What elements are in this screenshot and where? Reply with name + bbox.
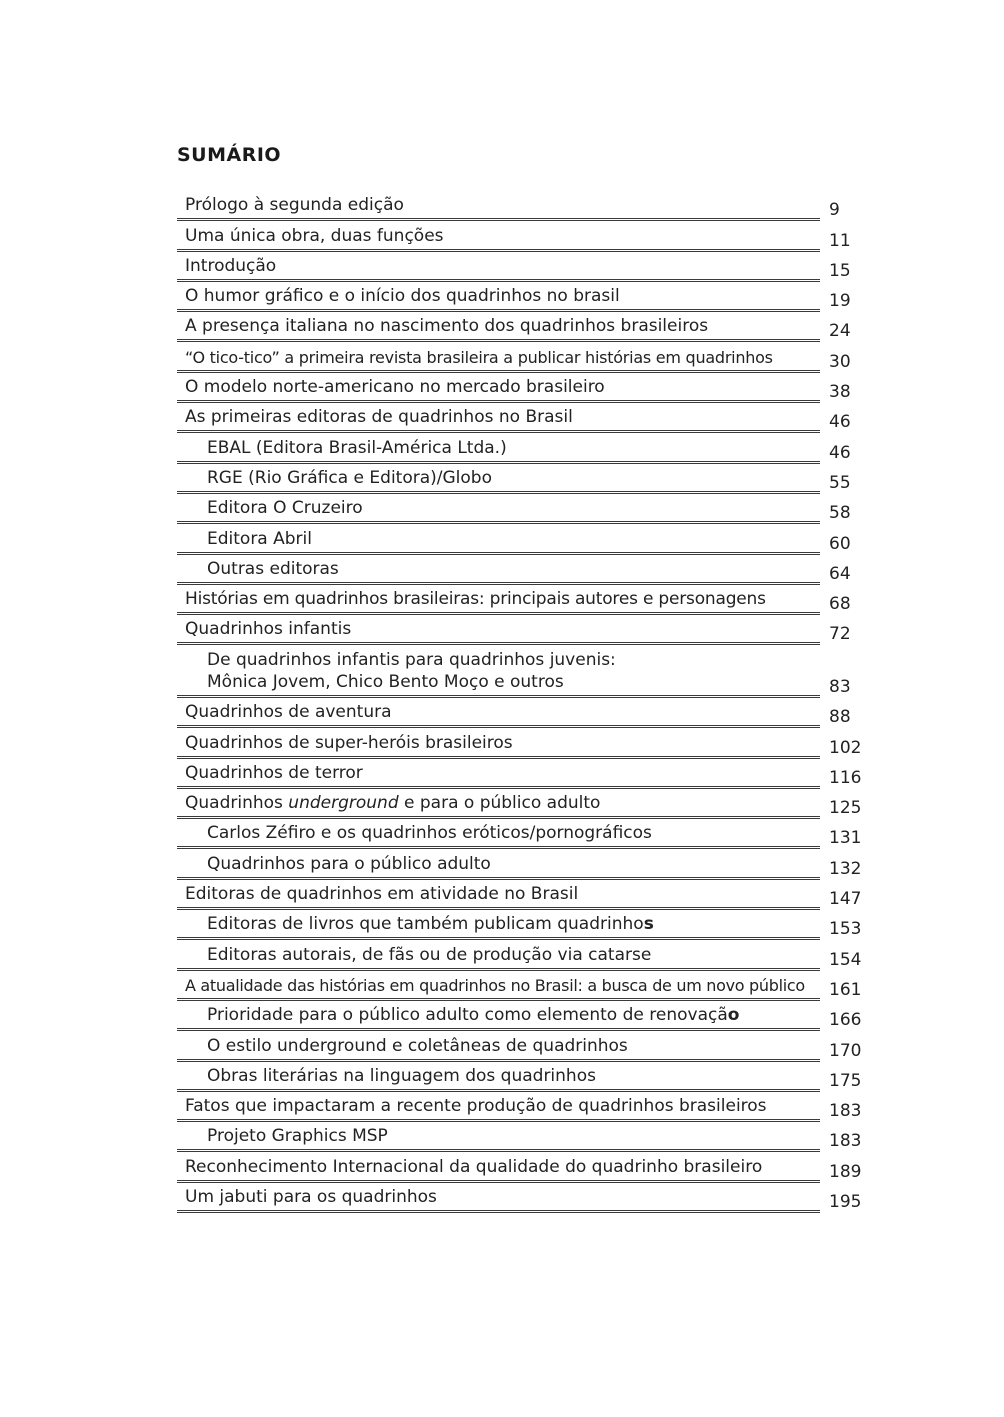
toc-entry-title: Quadrinhos de aventura [177, 702, 820, 728]
toc-page-number: 68 [829, 594, 851, 615]
toc-page-number: 189 [829, 1161, 862, 1182]
toc-entry-title: Editora O Cruzeiro [177, 498, 820, 524]
toc-row[interactable] [177, 403, 867, 433]
toc-entry-title: Um jabuti para os quadrinhos [177, 1187, 820, 1213]
toc-entry-title: Obras literárias na linguagem dos quadrinhos [177, 1066, 820, 1092]
toc-entry-line: Mônica Jovem, Chico Bento Moço e outros [207, 671, 564, 692]
toc-row[interactable] [177, 1092, 867, 1122]
toc-entry-title [177, 1005, 820, 1031]
toc-entry-title: EBAL (Editora Brasil-América Ltda.) [177, 438, 820, 464]
toc-entry-bold-text: s [643, 914, 654, 935]
toc-entry-text: Editoras de livros que também publicam quadrinho [207, 914, 644, 935]
toc-entry-bold-text: o [727, 1005, 740, 1026]
toc-row[interactable] [177, 971, 867, 1001]
toc-subrow[interactable] [177, 1062, 867, 1092]
toc-page-number: 55 [829, 472, 851, 493]
toc-entry-title: RGE (Rio Gráfica e Editora)/Globo [177, 468, 820, 494]
toc-row[interactable] [177, 191, 867, 221]
toc-entry-title: Carlos Zéfiro e os quadrinhos eróticos/pornográficos [177, 823, 820, 849]
toc-row[interactable] [177, 312, 867, 342]
toc-entry-title: Outras editoras [177, 559, 820, 585]
toc-row[interactable] [177, 615, 867, 645]
toc-row[interactable] [177, 728, 867, 758]
toc-row[interactable] [177, 585, 867, 615]
toc-entry-title: Quadrinhos de super-heróis brasileiros [177, 733, 820, 759]
toc-subrow[interactable] [177, 910, 867, 940]
toc-subrow[interactable] [177, 555, 867, 585]
toc-entry-title: A atualidade das histórias em quadrinhos no Brasil: a busca de um novo público [177, 975, 820, 1001]
toc-subrow[interactable] [177, 849, 867, 879]
toc-row[interactable] [177, 1183, 867, 1213]
toc-row[interactable] [177, 789, 867, 819]
toc-page-number: 195 [829, 1192, 862, 1212]
toc-page-number: 154 [829, 949, 862, 970]
toc-entry-title: O humor gráfico e o início dos quadrinhos no brasil [177, 286, 820, 312]
toc-entry-title: As primeiras editoras de quadrinhos no Brasil [177, 407, 820, 433]
toc-page-number: 116 [829, 767, 862, 788]
toc-page-number: 183 [829, 1101, 862, 1122]
toc-page-number: 153 [829, 919, 862, 940]
toc-entry-italic-text: underground [288, 793, 399, 814]
toc-row[interactable] [177, 759, 867, 789]
toc-entry-title: Uma única obra, duas funções [177, 226, 820, 252]
toc-subrow[interactable] [177, 464, 867, 494]
toc-page-number: 161 [829, 979, 862, 1000]
toc-entry-title: Prólogo à segunda edição [177, 195, 820, 221]
toc-subrow[interactable] [177, 524, 867, 554]
toc-row[interactable] [177, 342, 867, 372]
toc-subrow[interactable] [177, 645, 867, 698]
toc-entry-title: Projeto Graphics MSP [177, 1126, 820, 1152]
toc-page-number: 83 [829, 676, 851, 697]
toc-page-number: 58 [829, 503, 851, 524]
page-title: SUMÁRIO [177, 144, 282, 166]
toc-entry-title: Quadrinhos de terror [177, 763, 820, 789]
toc-page-number: 38 [829, 382, 851, 403]
toc-entry-title: Introdução [177, 256, 820, 282]
toc-entry-title: Editora Abril [177, 529, 820, 555]
toc-entry-title: “O tico-tico” a primeira revista brasileira a publicar histórias em quadrinhos [177, 347, 820, 373]
toc-entry-title: Editoras de quadrinhos em atividade no Brasil [177, 884, 820, 910]
toc-page-number: 15 [829, 260, 851, 281]
toc-entry-text: e para o público adulto [398, 793, 601, 814]
toc-entry-title: Reconhecimento Internacional da qualidade do quadrinho brasileiro [177, 1157, 820, 1183]
toc-page-number: 24 [829, 321, 851, 342]
toc-row[interactable] [177, 698, 867, 728]
toc-page-number: 60 [829, 533, 851, 554]
toc-entry-title: O estilo underground e coletâneas de quadrinhos [177, 1036, 820, 1062]
toc-entry-title: Fatos que impactaram a recente produção de quadrinhos brasileiros [177, 1096, 820, 1122]
toc-entry-title [177, 914, 820, 940]
toc-row[interactable] [177, 373, 867, 403]
toc-page-number: 125 [829, 798, 862, 819]
toc-page-number: 46 [829, 412, 851, 433]
table-of-contents [177, 191, 867, 1213]
toc-subrow[interactable] [177, 494, 867, 524]
toc-row[interactable] [177, 252, 867, 282]
toc-page-number: 132 [829, 858, 862, 879]
toc-page-number: 72 [829, 624, 851, 645]
toc-entry-title: O modelo norte-americano no mercado brasileiro [177, 377, 820, 403]
toc-entry-text: Quadrinhos [185, 793, 289, 814]
toc-entry-line: De quadrinhos infantis para quadrinhos juvenis: [207, 649, 616, 670]
toc-entry-title: Quadrinhos para o público adulto [177, 854, 820, 880]
toc-page-number: 131 [829, 828, 862, 849]
toc-subrow[interactable] [177, 940, 867, 970]
toc-subrow[interactable] [177, 433, 867, 463]
toc-entry-title: A presença italiana no nascimento dos quadrinhos brasileiros [177, 316, 820, 342]
toc-page-number: 102 [829, 737, 862, 758]
toc-entry-text: Prioridade para o público adulto como elemento de renovaçã [207, 1005, 728, 1026]
toc-entry-title: Quadrinhos infantis [177, 619, 820, 645]
toc-page-number: 30 [829, 351, 851, 372]
toc-subrow[interactable] [177, 819, 867, 849]
toc-page-number: 170 [829, 1040, 862, 1061]
toc-row[interactable] [177, 282, 867, 312]
toc-page-number: 88 [829, 707, 851, 728]
toc-row[interactable] [177, 880, 867, 910]
toc-entry-title: Histórias em quadrinhos brasileiras: principais autores e personagens [177, 589, 820, 615]
toc-subrow[interactable] [177, 1122, 867, 1152]
toc-page-number: 183 [829, 1131, 862, 1152]
toc-page-number: 19 [829, 291, 851, 312]
toc-row[interactable] [177, 221, 867, 251]
toc-entry-title: Editoras autorais, de fãs ou de produção via catarse [177, 945, 820, 971]
toc-entry-title [177, 793, 820, 819]
toc-entry-title [177, 649, 820, 698]
toc-page-number: 46 [829, 442, 851, 463]
toc-subrow[interactable] [177, 1031, 867, 1061]
toc-subrow[interactable] [177, 1001, 867, 1031]
toc-page-number: 11 [829, 230, 851, 251]
toc-page-number: 166 [829, 1010, 862, 1031]
toc-page-number: 175 [829, 1070, 862, 1091]
toc-page-number: 64 [829, 563, 851, 584]
toc-page-number: 147 [829, 889, 862, 910]
toc-row[interactable] [177, 1152, 867, 1182]
toc-page-number: 9 [829, 200, 840, 221]
